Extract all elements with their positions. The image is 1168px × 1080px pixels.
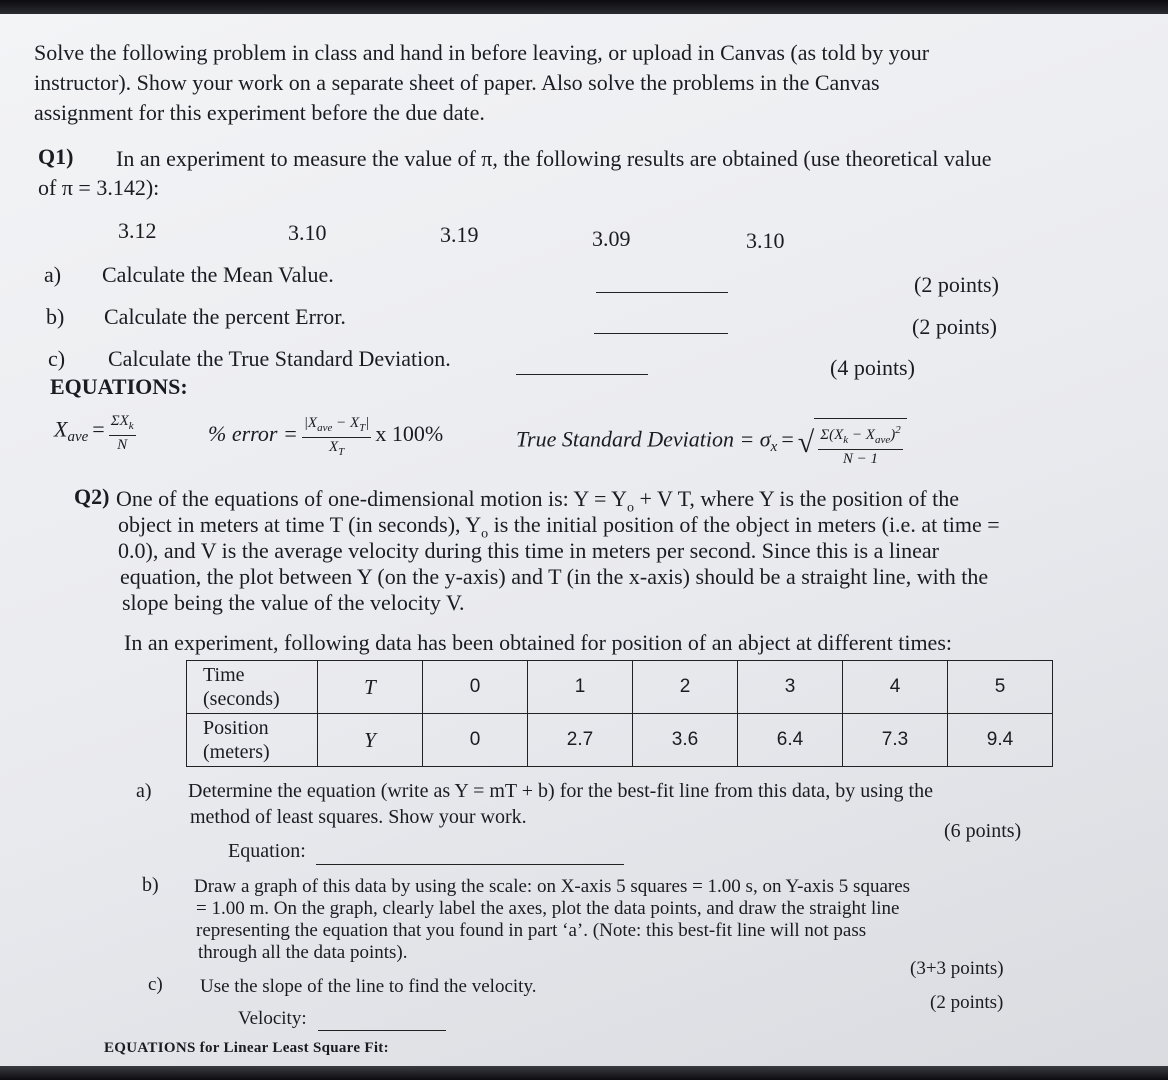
q1-part-c-text: Calculate the True Standard Deviation. <box>108 346 451 371</box>
time-header-line-2: (seconds) <box>203 688 280 710</box>
error-denominator: X <box>328 439 339 455</box>
q1-part-c-answer-blank[interactable] <box>516 374 648 375</box>
q2-line-1-end: + V T, where Y is the position of the <box>633 486 960 511</box>
q2-part-b-line-1: Draw a graph of this data by using the scale: on X-axis 5 squares = 1.00 s, on Y-axis 5 squares <box>194 876 911 897</box>
q2-line-2-text: object in meters at time T (in seconds), Y <box>118 512 482 537</box>
q2-part-b-points: (3+3 points) <box>910 958 1004 979</box>
q1-text-line-1: In an experiment to measure the value of π, the following results are obtained (use theoretical value <box>116 146 992 171</box>
table-symbol-y: Y <box>318 714 423 767</box>
error-den-sub: T <box>338 446 345 458</box>
mean-numerator: ΣX <box>110 413 129 429</box>
equation-answer-label: Equation: <box>228 840 306 862</box>
q1-part-b-points: (2 points) <box>912 314 997 339</box>
monitor-bezel-top <box>0 0 1168 14</box>
sd-num-sup: 2 <box>895 424 901 436</box>
q1-value: 3.19 <box>440 222 479 247</box>
mean-lhs-sub: ave <box>67 428 89 445</box>
q1-part-c-letter: c) <box>48 346 66 371</box>
table-cell: 2.7 <box>528 714 633 767</box>
table-symbol-t: T <box>318 661 423 714</box>
error-num-a: |X <box>303 415 318 431</box>
table-cell: 9.4 <box>948 714 1053 767</box>
q1-value: 3.09 <box>592 226 631 251</box>
q2-part-b-line-2: = 1.00 m. On the graph, clearly label the axes, plot the data points, and draw the straight line <box>196 898 900 919</box>
q2-line-5: slope being the value of the velocity V. <box>122 590 465 615</box>
velocity-answer-label: Velocity: <box>238 1008 307 1029</box>
equations-heading: EQUATIONS: <box>50 374 188 399</box>
q2-line-3: 0.0), and V is the average velocity during this time in meters per second. Since this is a linear <box>118 538 939 563</box>
q2-part-c-text: Use the slope of the line to find the velocity. <box>200 976 537 997</box>
q2-part-a-points: (6 points) <box>944 820 1022 842</box>
sd-num-mid: − X <box>848 427 875 443</box>
q2-line-2-sub: o <box>481 526 489 542</box>
standard-deviation-equation <box>516 418 907 468</box>
time-header-line-1: Time <box>203 664 245 686</box>
table-cell: 1 <box>528 661 633 714</box>
table-row <box>187 661 1053 714</box>
sd-sub: x <box>770 438 778 455</box>
q2-part-b-letter: b) <box>142 874 159 896</box>
table-cell: 2 <box>633 661 738 714</box>
equation-answer-blank[interactable] <box>316 864 624 865</box>
table-header-time <box>187 661 318 714</box>
table-cell: 0 <box>423 714 528 767</box>
error-num-mid: − X <box>332 415 360 431</box>
q2-line-2-end: is the initial position of the object in meters (i.e. at time = <box>488 512 1000 537</box>
q1-value: 3.10 <box>746 228 785 253</box>
error-num-end: | <box>365 415 370 431</box>
q1-part-c-points: (4 points) <box>830 355 915 380</box>
table-header-position <box>187 714 318 767</box>
q2-part-a-letter: a) <box>136 780 152 802</box>
q2-table-intro: In an experiment, following data has been obtained for position of an abject at different times: <box>124 630 952 655</box>
mean-equation: $X_{ave}$ = $\frac{\Sigma X_k}{N}$ <box>54 413 134 453</box>
mean-denominator: N <box>117 437 128 453</box>
q1-text-line-2: of π = 3.142): <box>38 175 160 200</box>
sd-num-sub2: ave <box>874 434 891 446</box>
percent-error-equation <box>208 414 443 461</box>
table-cell: 4 <box>843 661 948 714</box>
error-fraction <box>302 414 372 461</box>
error-tail: x 100% <box>375 421 444 447</box>
sqrt-sign-icon: √ <box>797 426 815 459</box>
q2-line-1-text: One of the equations of one-dimensional motion is: Y = Y <box>116 486 627 511</box>
position-header-line-1: Position <box>203 717 269 739</box>
table-row <box>187 714 1053 767</box>
q2-part-a-line-2: method of least squares. Show your work. <box>190 806 527 828</box>
sd-denominator: N − 1 <box>842 451 879 467</box>
sd-num-end: ) <box>890 427 896 443</box>
mean-numerator-sub: k <box>128 420 134 432</box>
sd-num-sub1: k <box>843 434 849 446</box>
q2-part-b-line-3: representing the equation that you found in part ‘a’. (Note: this best-fit line will not pass <box>196 920 867 941</box>
position-header-line-2: (meters) <box>203 741 270 763</box>
intro-line-3: assignment for this experiment before the due date. <box>34 100 485 125</box>
least-squares-equations-heading: EQUATIONS for Linear Least Square Fit: <box>104 1040 389 1056</box>
intro-line-1: Solve the following problem in class and hand in before leaving, or upload in Canvas (as told by your <box>34 40 930 65</box>
q1-part-a-text: Calculate the Mean Value. <box>102 262 334 287</box>
q2-part-b-line-4: through all the data points). <box>198 942 408 963</box>
table-cell: 6.4 <box>738 714 843 767</box>
mean-fraction <box>109 412 136 454</box>
sd-label: True Standard Deviation = σ <box>516 426 771 452</box>
table-cell: 7.3 <box>843 714 948 767</box>
sd-fraction <box>818 421 903 468</box>
q1-part-a-points: (2 points) <box>914 272 999 297</box>
q2-line-4: equation, the plot between Y (on the y-axis) and T (in the x-axis) should be a straight line, with the <box>120 564 989 589</box>
error-lhs: % error = <box>208 421 298 447</box>
q1-label: Q1) <box>38 144 74 169</box>
q2-part-c-points: (2 points) <box>930 992 1004 1013</box>
q1-value: 3.12 <box>118 218 157 243</box>
q1-part-a-answer-blank[interactable] <box>596 292 728 293</box>
position-time-table <box>186 660 1053 767</box>
mean-lhs: X <box>54 416 68 442</box>
q1-part-b-letter: b) <box>46 304 65 329</box>
q1-value: 3.10 <box>288 220 327 245</box>
table-cell: 3.6 <box>633 714 738 767</box>
q1-part-a-letter: a) <box>44 262 62 287</box>
q2-part-c-letter: c) <box>148 974 163 995</box>
velocity-answer-blank[interactable] <box>318 1030 446 1031</box>
table-cell: 3 <box>738 661 843 714</box>
q1-part-b-text: Calculate the percent Error. <box>104 304 346 329</box>
error-num-sub2: T <box>359 422 366 434</box>
q2-part-a-line-1: Determine the equation (write as Y = mT + b) for the best-fit line from this data, by using the <box>188 780 933 802</box>
error-num-sub1: ave <box>317 422 333 434</box>
sd-num-a: Σ(X <box>820 427 844 443</box>
q2-line-1-sub: o <box>626 500 634 516</box>
q2-label: Q2) <box>74 484 110 509</box>
table-cell: 0 <box>423 661 528 714</box>
table-cell: 5 <box>948 661 1053 714</box>
q1-part-b-answer-blank[interactable] <box>594 333 728 334</box>
monitor-bezel-bottom <box>0 1066 1168 1080</box>
sd-equals: = <box>781 426 794 452</box>
intro-line-2: instructor). Show your work on a separate sheet of paper. Also solve the problems in the Canvas <box>34 70 880 95</box>
